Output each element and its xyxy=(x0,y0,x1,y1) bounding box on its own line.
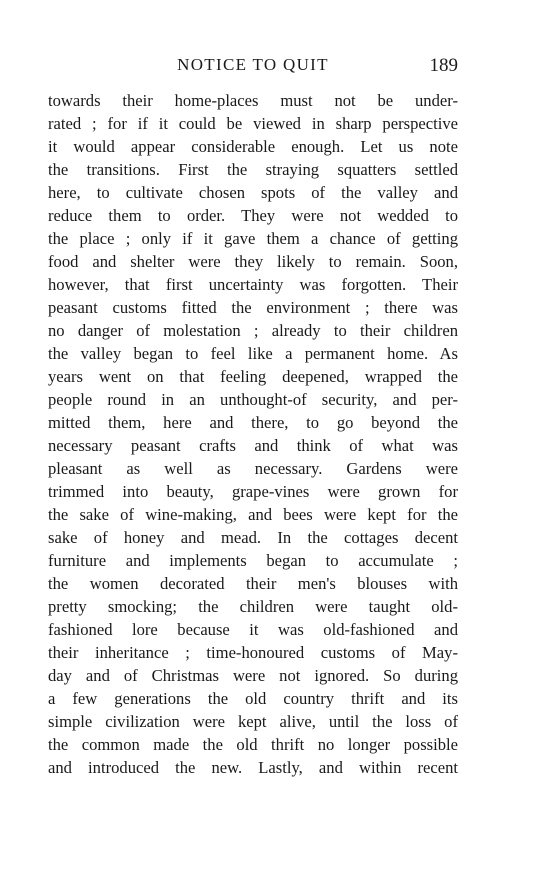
text-line: it would appear considerable enough. Let us note xyxy=(48,137,458,156)
text-line: food and shelter were they likely to remain. Soon, xyxy=(48,252,458,271)
text-line: necessary peasant crafts and think of what was xyxy=(48,436,458,455)
text-line: trimmed into beauty, grape-vines were grown for xyxy=(48,482,458,501)
text-line: day and of Christmas were not ignored. So during xyxy=(48,666,458,685)
text-line: the common made the old thrift no longer possible xyxy=(48,735,458,754)
text-line: their inheritance ; time-honoured customs of May- xyxy=(48,643,458,662)
text-line: here, to cultivate chosen spots of the valley and xyxy=(48,183,458,202)
text-line: a few generations the old country thrift and its xyxy=(48,689,458,708)
text-line: mitted them, here and there, to go beyond the xyxy=(48,413,458,432)
text-line: the place ; only if it gave them a chance of getting xyxy=(48,229,458,248)
text-line: pretty smocking; the children were taught old- xyxy=(48,597,458,616)
text-line: reduce them to order. They were not wedded to xyxy=(48,206,458,225)
text-line: towards their home-places must not be under- xyxy=(48,91,458,110)
text-line: the transitions. First the straying squatters settled xyxy=(48,160,458,179)
text-line: no danger of molestation ; already to their children xyxy=(48,321,458,340)
text-line: simple civilization were kept alive, until the loss of xyxy=(48,712,458,731)
text-line: the valley began to feel like a permanent home. As xyxy=(48,344,458,363)
running-head xyxy=(48,55,458,79)
body-text xyxy=(48,89,458,779)
page-number: 189 xyxy=(429,55,458,76)
text-line: however, that first uncertainty was forgotten. Their xyxy=(48,275,458,294)
text-line: the women decorated their men's blouses with xyxy=(48,574,458,593)
running-title: NOTICE TO QUIT xyxy=(177,55,329,74)
text-line: years went on that feeling deepened, wrapped the xyxy=(48,367,458,386)
text-line: pleasant as well as necessary. Gardens were xyxy=(48,459,458,478)
text-line: fashioned lore because it was old-fashioned and xyxy=(48,620,458,639)
text-line: and introduced the new. Lastly, and within recent xyxy=(48,758,458,777)
text-line: the sake of wine-making, and bees were kept for the xyxy=(48,505,458,524)
text-line: rated ; for if it could be viewed in sharp perspective xyxy=(48,114,458,133)
text-line: sake of honey and mead. In the cottages decent xyxy=(48,528,458,547)
text-line: peasant customs fitted the environment ; there was xyxy=(48,298,458,317)
text-line: people round in an unthought-of security, and per- xyxy=(48,390,458,409)
text-line: furniture and implements began to accumulate ; xyxy=(48,551,458,570)
